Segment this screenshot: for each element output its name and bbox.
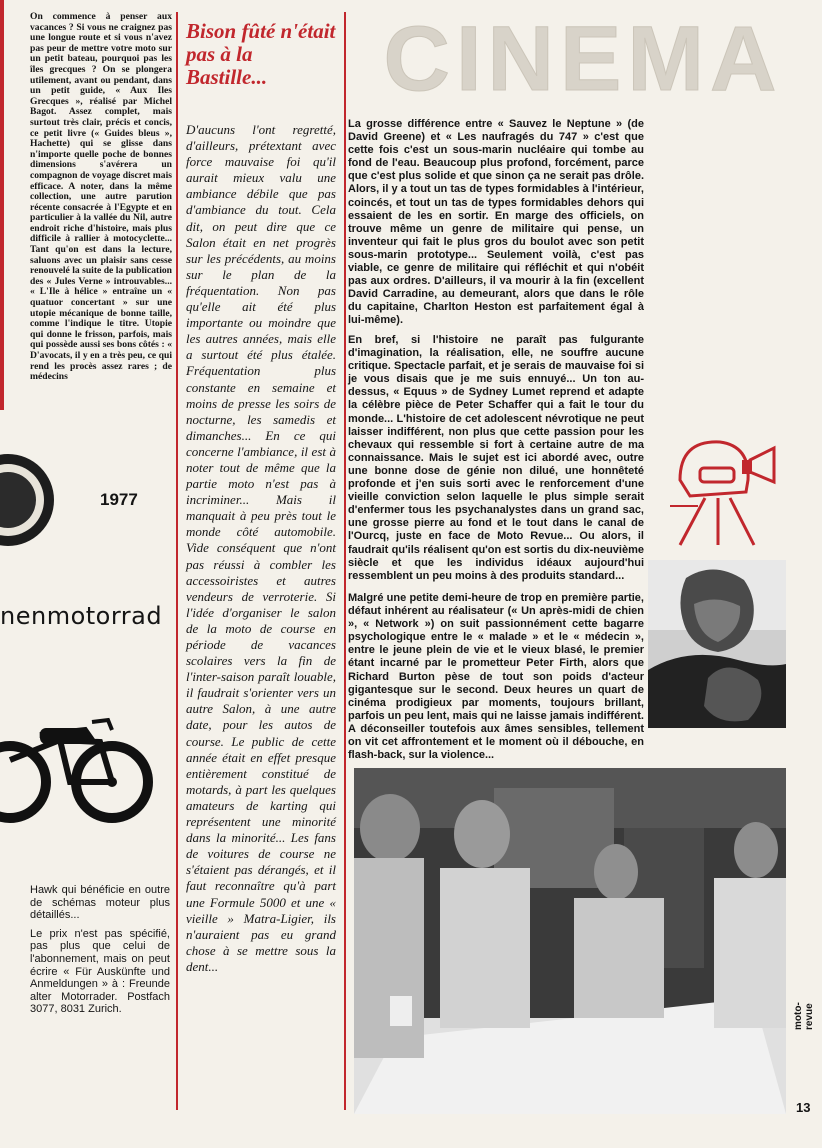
salon-article-title: Bison fûté n'était pas à la Bastille... [186,19,336,89]
club-info-text [30,884,170,1022]
club-badge-icon [0,440,58,560]
column-rule-right [344,12,346,1110]
column-rule-left [176,12,178,1110]
helmet-camera-illustration [650,420,780,550]
vintage-motorcycle-icon [0,700,160,830]
film-still-submarine-crew [354,768,786,1114]
cinema-banner-text: CINEMA [383,12,783,108]
club-info-para-2: Le prix n'est pas spécifié, pas plus que celui de l'abonnement, mais on peut écrire « Für Auskünfte und Anmeldungen » à : Freunde alter Motorrader. Postfach 3077, 8031 Zurich. [30,927,170,1016]
books-column-text: On commence à penser aux vacances ? Si vous ne craignez pas une longue route et si vous n'avez pas peur de mettre votre moto sur un petit bateau, pourquoi pas les îles grecques ? On se plongera utilement, avant ou pendant, dans un petit guide, « Aux Iles Grecques », réalisé par Michel Bagot. Assez complet, mais surtout très clair, précis et concis, ce petit livre (« Guides bleus », Hachette) qui se glisse dans n'importe quelle poche de bonnes dimensions s'avérera un compagnon de voyage discret mais efficace. A noter, dans la même collection, une autre parution récente consacrée à l'Egypte et en particulier à la vallée du Nil, autre endroit riche d'histoire, mais plus difficile à rallier à motocyclette... Tant qu'on est dans la lecture, saluons avec un plaisir sans cesse renouvelé la suite de la publication des « Jules Verne » introuvables... « L'Ile à hélice » entraîne un « quatuor concertant » sur une utopie mécanique de bonne taille, comme l'indique le titre. Utopie qui donne le frisson, parfois, mais qui possède aussi ses bons côtés : « D'avocats, il y en a très peu, ce qui rend les procès assez rares ; de médecins [30,11,172,383]
red-margin-bar [0,0,4,410]
film-still-equus [648,560,786,728]
ad-brand-name: nenmotorrad [0,602,163,630]
page-number: 13 [796,1100,811,1115]
publication-name: moto-revue [793,1002,815,1030]
cinema-banner [352,12,814,108]
cinema-paragraph-2: En bref, si l'histoire ne paraît pas fulgurante d'imagination, la réalisation, elle, ne souffre aucune critique. Spectacle parfait, et je serais de mauvaise foi si je vous disais que je me suis ennuyé... Un ton au-dessus, « Equus » de Sydney Lumet reprend et adapte la célèbre pièce de Peter Schaffer qui a fait le tour du monde... L'histoire de cet adolescent névrotique ne peut laisser indifférent, non plus que cette passion pour les chevaux qui ressemble si fort à certaine autre de ma connaissance. Mais le sujet est ici abordé avec, outre une bonne dose de génie non dilué, une honnêteté profonde et j'en suis sorti avec le renforcement d'une vieille conviction selon laquelle le plus simple serait d'enfermer tous les psychanalystes dans un grand sac, une grosse pierre au fond et le tout dans le canal de l'Ourcq, juste en face de Moto Revue... Ou alors, il faudrait qu'ils réalisent qu'on est sortis du dix-neuvième siècle et que les individus idéaux aujourd'hui ressemblent un peu moins à des produits standard... [348,334,644,582]
salon-article-text: D'aucuns l'ont regretté, d'ailleurs, prétextant avec force mauvaise foi qu'il aurait mieux valu une ambiance débile que pas d'ambiance du tout. Cela dit, on peut dire que ce Salon était en net progrès sur les précédents, au moins sur le plan de la fréquentation. Non pas qu'elle ait été plus importante ou moindre que les autres années, mais elle a surtout été plus étalée. Fréquentation plus constante en semaine et moins de presse les soirs de nocturne, les samedis et dimanches... En ce qui concerne l'ambiance, il est à noter tout de même que la partie moto n'est pas à incriminer... Mais il manquait à peu près tout le monde côté automobile. Vide conséquent que n'ont pas réussi à combler les accessoiristes et autres vendeurs de verroterie. Si l'idée d'organiser le salon de la moto de course en période de vacances scolaires vers la fin de l'inter-saison paraît louable, il faudrait s'orienter vers un autre Salon, à une autre date, pour les autos de course. Le public de cette année était en effet presque entièrement constitué de motards, à part les quelques amateurs de karting qui représentent une minorité dans la minorité... Les fans de voitures de course ne s'étaient pas dérangés, et il faut reconnaître qu'à part une Formule 5000 et une « vieille » Matra-Ligier, ils n'auraient pas eu grand chose à se mettre sous la dent... [186,122,336,974]
cinema-paragraph-3: Malgré une petite demi-heure de trop en première partie, défaut inhérent au réalisateur (« Un après-midi de chien », « Network ») on suit passionnément cette bagarre psychologique entre le « malade » et le « médecin », entre le jeune plein de vie et le vieux blasé, le premier étant incarné par le prometteur Peter Firth, alors que Richard Burton pèse de tout son poids d'acteur gigantesque sur le second. Deux heures un quart de cinéma prodigieux par moments, toujours brillant, parfois un peu lent, mais qui ne laisse jamais indifférent. A déconseiller toutefois aux âmes sensibles, tellement on vit cet affrontement et le moment où il débouche, en flash-back, sur la violence... [348,592,644,762]
club-info-para-1: Hawk qui bénéficie en outre de schémas moteur plus détaillés... [30,884,170,922]
cinema-paragraph-1: La grosse différence entre « Sauvez le Neptune » (de David Greene) et « Les naufragés du 747 » c'est que cette fois c'est un sous-marin nucléaire qui tombe au fond de l'eau. Beaucoup plus profond, forcément, parce que c'est plus solide et que sinon ça ne serait pas drôle. Alors, il y a tout un tas de types formidables à l'intérieur, coincés, et tout un tas de types formidables dehors qui essaient de les en sortir. En marge des officiels, on trouve même un genre de militaire qui pense, un inventeur qui fait le plus gros du boulot avec son petit sous-marin prototype... Seulement voilà, c'est pas viable, ce genre de militaire qui réfléchit et qui n'obéit pas aux ordres. D'ailleurs, il va mourir à la fin (excellent David Carradine, au demeurant, alors que dans le rôle du capitaine, Charlton Heston est parfaitement égal à lui-même). [348,118,644,327]
ad-year: 1977 [100,490,138,509]
